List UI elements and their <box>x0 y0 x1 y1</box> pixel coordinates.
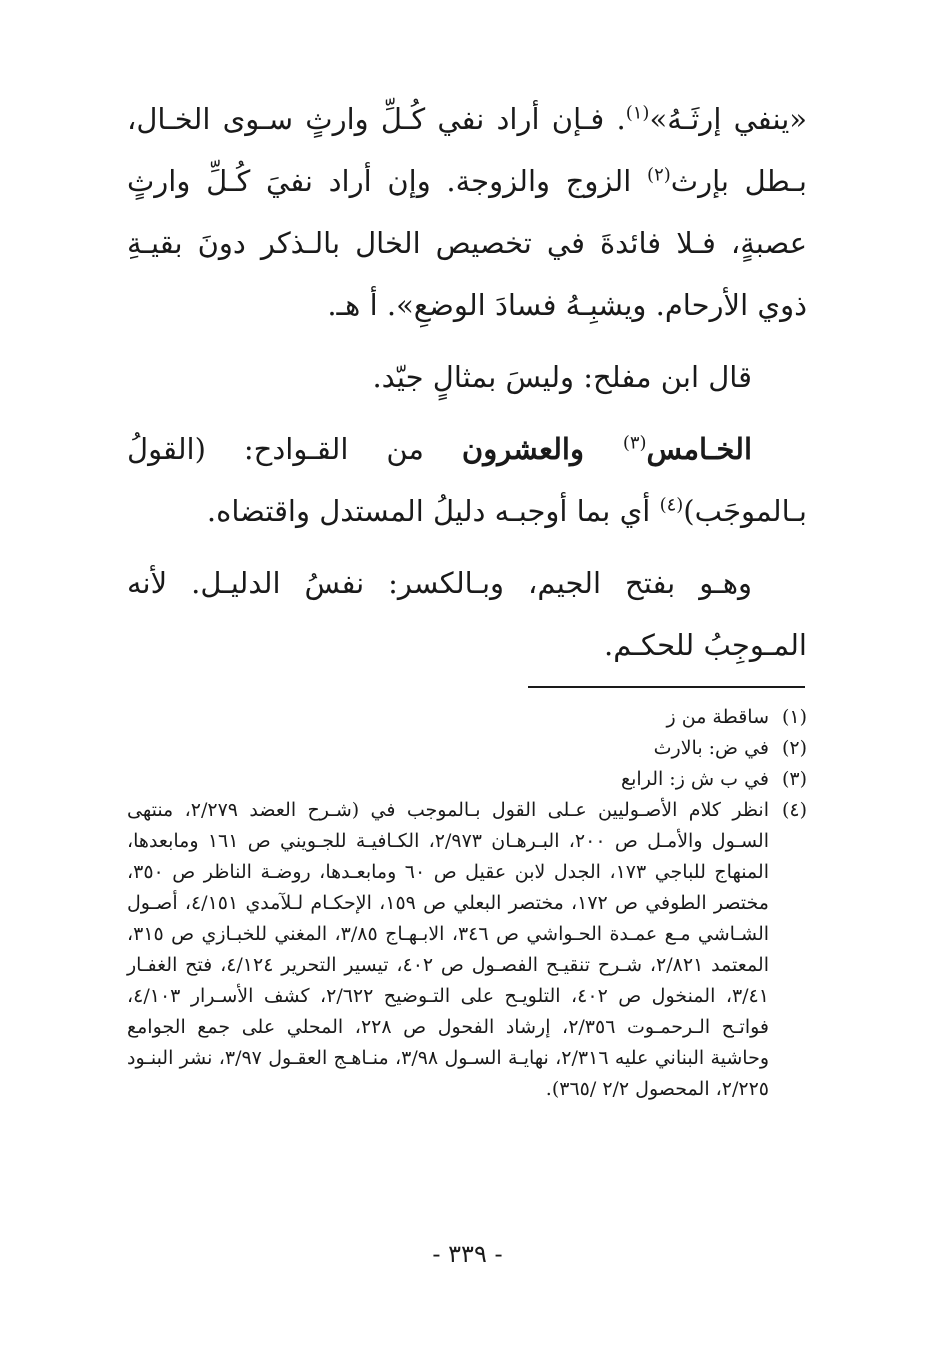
footnote-separator <box>528 686 805 688</box>
paragraph-2: قال ابن مفلح: وليسَ بمثالٍ جيّد. <box>372 360 752 394</box>
quote-start: «ينفي إرثَـهُ» <box>649 102 808 136</box>
paragraph-3 <box>127 418 807 542</box>
footnote-ref-3: (٣) <box>622 432 647 454</box>
footnote-number: (٢) <box>781 737 807 759</box>
footnote-2 <box>127 733 807 764</box>
footnote-number: (٣) <box>781 768 807 790</box>
main-text <box>127 88 807 676</box>
page-number: - ٣٣٩ - <box>432 1240 503 1268</box>
heading-twenty: والعشرون <box>461 432 623 466</box>
footnotes <box>127 702 807 1105</box>
paragraph-3-text: من القـوادح: (القولُ بـالموجَب) <box>127 432 807 528</box>
footnote-ref-1: (١) <box>625 102 650 124</box>
paragraph-3-text-cont: أي بما أوجبـه دليلُ المستدل واقتضاه. <box>206 494 660 528</box>
footnote-ref-4: (٤) <box>659 494 684 516</box>
heading-fifth: الخـامس <box>646 432 752 466</box>
footnote-text: انظر كلام الأصـوليين عـلى القول بـالموجب في (شـرح العضد ٢/٢٧٩، منتهى السـول والأمـل ص ٢٠٠، البـرهـان ٢/٩٧٣، الكـافيـة للجـويني ص ١٦١ ومابعدها، المنهاج للباجي ١٧٣، الجدل لابن عقيل ص ٦٠ ومابعـدها، روضـة الناظر ص ٣٥٠، مختصر الطوفي ص ١٧٢، مختصر البعلي ص ١٥٩، الإحكـام لـلآمدي ٤/١٥١، أصـول الشـاشي مـع عمـدة الحـواشي ص ٣٤٦، الابـهـاج ٣/٨٥، المغني للخبـازي ص ٣١٥، المعتمد ٢/٨٢١، شـرح تنقيـح الفصـول ص ٤٠٢، تيسير التحرير ٤/١٢٤، فتح الغفـار ٣/٤١، المنخول ص ٤٠٢، التلويـح على التـوضيح ٢/٦٢٢، كشف الأسـرار ٤/١٠٣، فواتـح الـرحمـوت ٢/٣٥٦، إرشاد الفحول ص ٢٢٨، المحلي على جمع الجوامع وحاشية البناني عليه ٢/٣١٦، نهايـة السـول ٣/٩٨، منـاهـج العقـول ٣/٩٧، نشر البنـود ٢/٢٢٥، المحصول ٢/٢ /٣٦٥). <box>127 799 770 1100</box>
footnote-3 <box>127 764 807 795</box>
footnote-number: (٤) <box>781 799 807 821</box>
footnote-ref-2: (٢) <box>647 164 671 186</box>
paragraph-4: وهـو بفتح الجيم، وبـالكسر: نفسُ الدليـل. لأنه المـوجِبُ للحكـم. <box>127 566 807 662</box>
paragraph-1-text: . فـإن أراد نفي كُـلِّ وارثٍ سـوى الخـال، بـطل بإرث <box>127 102 807 198</box>
footnote-text: في ض: بالارث <box>653 737 769 759</box>
footnote-text: ساقطة من ز <box>666 706 769 728</box>
footnote-4 <box>127 795 807 1105</box>
footnote-number: (١) <box>781 706 807 728</box>
paragraph-1 <box>127 88 807 336</box>
paragraph-1-text-cont: الزوج والزوجة. وإن أراد نفيَ كُـلِّ وارثٍ عصبةٍ، فـلا فائدةَ في تخصيص الخال بالـذكر دونَ بقيـةِ ذوي الأرحام. ويشبِـهُ فسادَ الوضعِ». أ هـ. <box>127 164 807 322</box>
footnote-1 <box>127 702 807 733</box>
footnote-text: في ب ش ز: الرابع <box>621 768 769 790</box>
